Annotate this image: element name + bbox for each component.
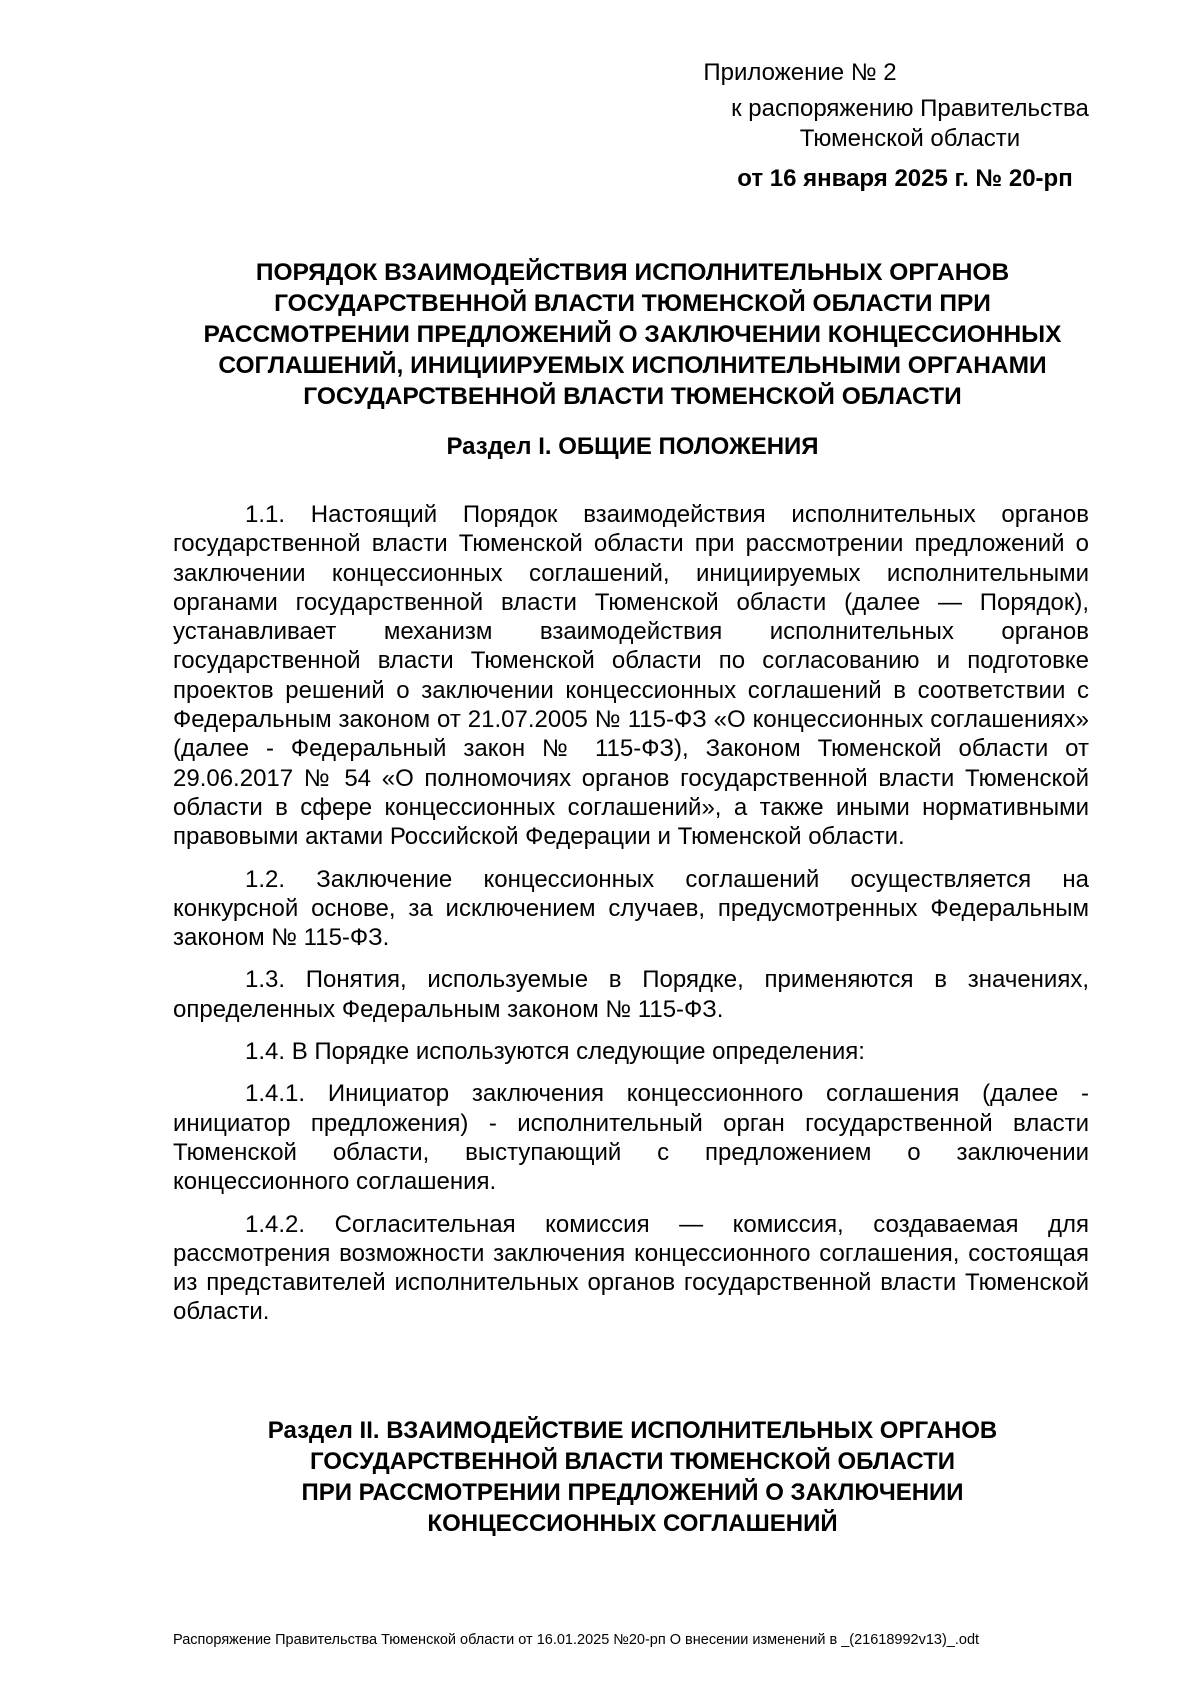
appendix-header	[520, 58, 1089, 194]
paragraph-1-2: 1.2. Заключение концессионных соглашений осуществляется на конкурсной основе, за исключением случаев, предусмотренных Федеральным законом № 115-ФЗ.	[173, 865, 1089, 952]
paragraph-1-3: 1.3. Понятия, используемые в Порядке, применяются в значениях, определенных Федеральным законом № 115-ФЗ.	[173, 966, 1089, 1023]
appendix-reference: к распоряжению Правительства Тюменской области	[731, 95, 1089, 152]
appendix-number: Приложение № 2	[703, 59, 897, 86]
page-footer: Распоряжение Правительства Тюменской области от 16.01.2025 №20-рп О внесении изменений в _(21618992v13)_.odt	[173, 1632, 980, 1648]
paragraph-1-4-2: 1.4.2. Согласительная комиссия — комиссия, создаваемая для рассмотрения возможности заключения концессионного соглашения, состоящая из представителей исполнительных органов государственной власти Тюменской области.	[173, 1210, 1089, 1326]
paragraph-1-4-1: 1.4.1. Инициатор заключения концессионного соглашения (далее - инициатор предложения) - исполнительный орган государственной власти Тюменской области, выступающий с предложением о заключении концессионного соглашения.	[173, 1080, 1089, 1196]
paragraph-1-1: 1.1. Настоящий Порядок взаимодействия исполнительных органов государственной власти Тюменской области при рассмотрении предложений о заключении концессионных соглашений, инициируемых исполнительными органами государственной власти Тюменской области (далее — Порядок), устанавливает механизм взаимодействия исполнительных органов государственной власти Тюменской области по согласованию и подготовке проектов решений о заключении концессионных соглашений в соответствии с Федеральным законом от 21.07.2005 № 115-ФЗ «О концессионных соглашениях» (далее - Федеральный закон № 115-ФЗ), Законом Тюменской области от 29.06.2017 № 54 «О полномочиях органов государственной власти Тюменской области в сфере концессионных соглашений», а также иными нормативными правовыми актами Российской Федерации и Тюменской области.	[173, 501, 1089, 851]
section-1-heading: Раздел I. ОБЩИЕ ПОЛОЖЕНИЯ	[446, 433, 819, 460]
order-date-number: от 16 января 2025 г. № 20-рп	[737, 165, 1073, 192]
document-title: ПОРЯДОК ВЗАИМОДЕЙСТВИЯ ИСПОЛНИТЕЛЬНЫХ ОРГАНОВ ГОСУДАРСТВЕННОЙ ВЛАСТИ ТЮМЕНСКОЙ ОБЛАСТИ ПРИ РАССМОТРЕНИИ ПРЕДЛОЖЕНИЙ О ЗАКЛЮЧЕНИИ КОНЦЕССИОННЫХ СОГЛАШЕНИЙ, ИНИЦИИРУЕМЫХ ИСПОЛНИТЕЛЬНЫМИ ОРГАНАМИ ГОСУДАРСТВЕННОЙ ВЛАСТИ ТЮМЕНСКОЙ ОБЛАСТИ	[203, 259, 1062, 410]
section-1-body	[173, 500, 1089, 1340]
section-2-heading: Раздел II. ВЗАИМОДЕЙСТВИЕ ИСПОЛНИТЕЛЬНЫХ ОРГАНОВ ГОСУДАРСТВЕННОЙ ВЛАСТИ ТЮМЕНСКОЙ ОБЛАСТИ ПРИ РАССМОТРЕНИИ ПРЕДЛОЖЕНИЙ О ЗАКЛЮЧЕНИИ КОНЦЕССИОННЫХ СОГЛАШЕНИЙ	[267, 1417, 998, 1537]
paragraph-1-4: 1.4. В Порядке используются следующие определения:	[245, 1038, 865, 1066]
